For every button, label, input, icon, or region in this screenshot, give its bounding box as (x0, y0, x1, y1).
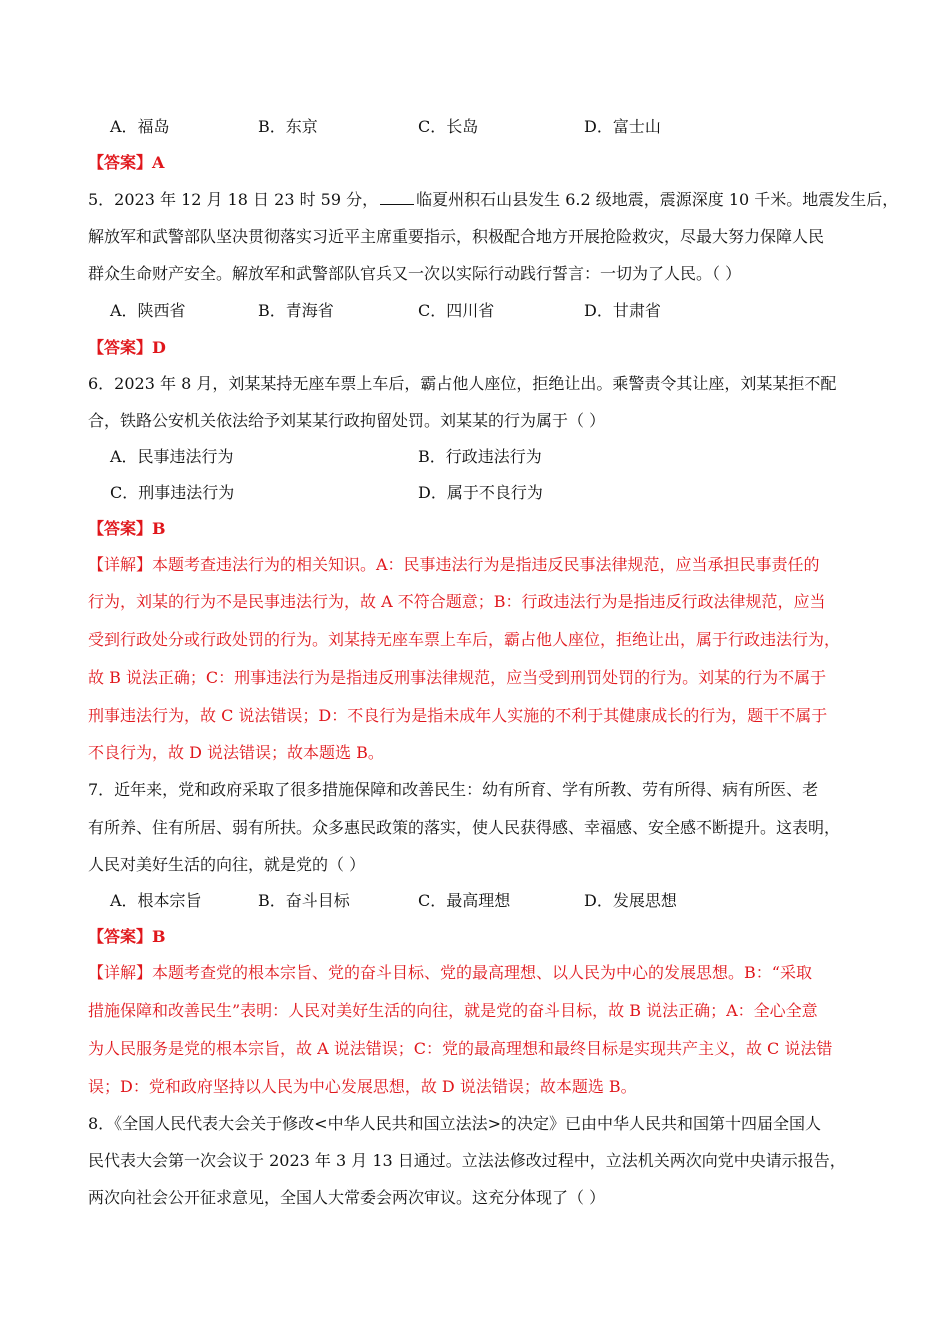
q4-option-d: D．富士山 (584, 117, 661, 136)
q7-explanation-line-1: 【详解】本题考查党的根本宗旨、党的奋斗目标、党的最高理想、以人民为中心的发展思想。B：“采取 (88, 963, 812, 982)
q5-answer: 【答案】D (88, 338, 166, 357)
q7-stem-line-1: 7．近年来，党和政府采取了很多措施保障和改善民生：幼有所育、学有所教、劳有所得、病有所医、老 (88, 780, 819, 799)
q4-answer: 【答案】A (88, 153, 165, 172)
q6-explanation-line-2: 行为，刘某的行为不是民事违法行为，故 A 不符合题意；B：行政违法行为是指违反行政法律规范，应当 (88, 592, 826, 611)
q6-explanation-line-4: 故 B 说法正确；C：刑事违法行为是指违反刑事法律规范，应当受到刑罚处罚的行为。刘某的行为不属于 (88, 668, 827, 687)
q7-explanation-line-2: 措施保障和改善民生”表明：人民对美好生活的向往，就是党的奋斗目标，故 B 说法正确；A：全心全意 (88, 1001, 818, 1020)
q6-option-c: C．刑事违法行为 (110, 483, 235, 502)
q6-option-b: B．行政违法行为 (418, 447, 542, 466)
q8-stem-line-1: 8．《全国人民代表大会关于修改<中华人民共和国立法法>的决定》已由中华人民共和国第十四届全国人 (88, 1114, 821, 1133)
q6-option-d: D．属于不良行为 (418, 483, 543, 502)
q5-option-c: C．四川省 (418, 301, 495, 320)
q6-explanation-line-1: 【详解】本题考查违法行为的相关知识。A：民事违法行为是指违反民事法律规范，应当承担民事责任的 (88, 555, 820, 574)
q7-stem-line-2: 有所养、住有所居、弱有所扶。众多惠民政策的落实，使人民获得感、幸福感、安全感不断提升。这表明， (88, 818, 841, 837)
q7-option-a: A．根本宗旨 (110, 891, 202, 910)
q5-stem-line-3: 群众生命财产安全。解放军和武警部队官兵又一次以实际行动践行誓言：一切为了人民。（ ） (88, 264, 742, 283)
q6-stem-line-2: 合，铁路公安机关依法给予刘某某行政拘留处罚。刘某某的行为属于（ ） (88, 411, 606, 430)
q7-option-d: D．发展思想 (584, 891, 677, 910)
q4-option-a: A．福岛 (110, 117, 170, 136)
q7-explanation-line-4: 误；D：党和政府坚持以人民为中心发展思想，故 D 说法错误；故本题选 B。 (88, 1077, 637, 1096)
q7-answer: 【答案】B (88, 927, 166, 946)
q4-option-c: C．长岛 (418, 117, 479, 136)
q6-explanation-line-6: 不良行为，故 D 说法错误；故本题选 B。 (88, 743, 384, 762)
q5-option-d: D．甘肃省 (584, 301, 661, 320)
q8-stem-line-2: 民代表大会第一次会议于 2023 年 3 月 13 日通过。立法法修改过程中，立法机关两次向党中央请示报告， (88, 1151, 846, 1170)
q8-stem-line-3: 两次向社会公开征求意见，全国人大常委会两次审议。这充分体现了（ ） (88, 1188, 606, 1207)
q7-option-b: B．奋斗目标 (258, 891, 350, 910)
q6-stem-line-1: 6．2023 年 8 月，刘某某持无座车票上车后，霸占他人座位，拒绝让出。乘警责令其让座，刘某某拒不配 (88, 374, 837, 393)
q5-stem-line-2: 解放军和武警部队坚决贯彻落实习近平主席重要指示，积极配合地方开展抢险救灾，尽最大努力保障人民 (88, 227, 825, 246)
q5-option-b: B．青海省 (258, 301, 334, 320)
q6-explanation-line-3: 受到行政处分或行政处罚的行为。刘某持无座车票上车后，霸占他人座位，拒绝让出，属于行政违法行为， (88, 630, 841, 649)
q7-explanation-line-3: 为人民服务是党的根本宗旨，故 A 说法错误；C：党的最高理想和最终目标是实现共产主义，故 C 说法错 (88, 1039, 833, 1058)
fill-blank (380, 190, 414, 205)
q4-option-b: B．东京 (258, 117, 318, 136)
q7-option-c: C．最高理想 (418, 891, 511, 910)
q6-option-a: A．民事违法行为 (110, 447, 234, 466)
q5-option-a: A．陕西省 (110, 301, 186, 320)
q6-explanation-line-5: 刑事违法行为，故 C 说法错误；D：不良行为是指未成年人实施的不利于其健康成长的行为，题干不属于 (88, 706, 828, 725)
q7-stem-line-3: 人民对美好生活的向往，就是党的（ ） (88, 855, 366, 874)
q5-stem-line-1: 5．2023 年 12 月 18 日 23 时 59 分， 临夏州积石山县发生 6.2 级地震，震源深度 10 千米。地震发生后， (88, 190, 899, 209)
q6-answer: 【答案】B (88, 519, 166, 538)
